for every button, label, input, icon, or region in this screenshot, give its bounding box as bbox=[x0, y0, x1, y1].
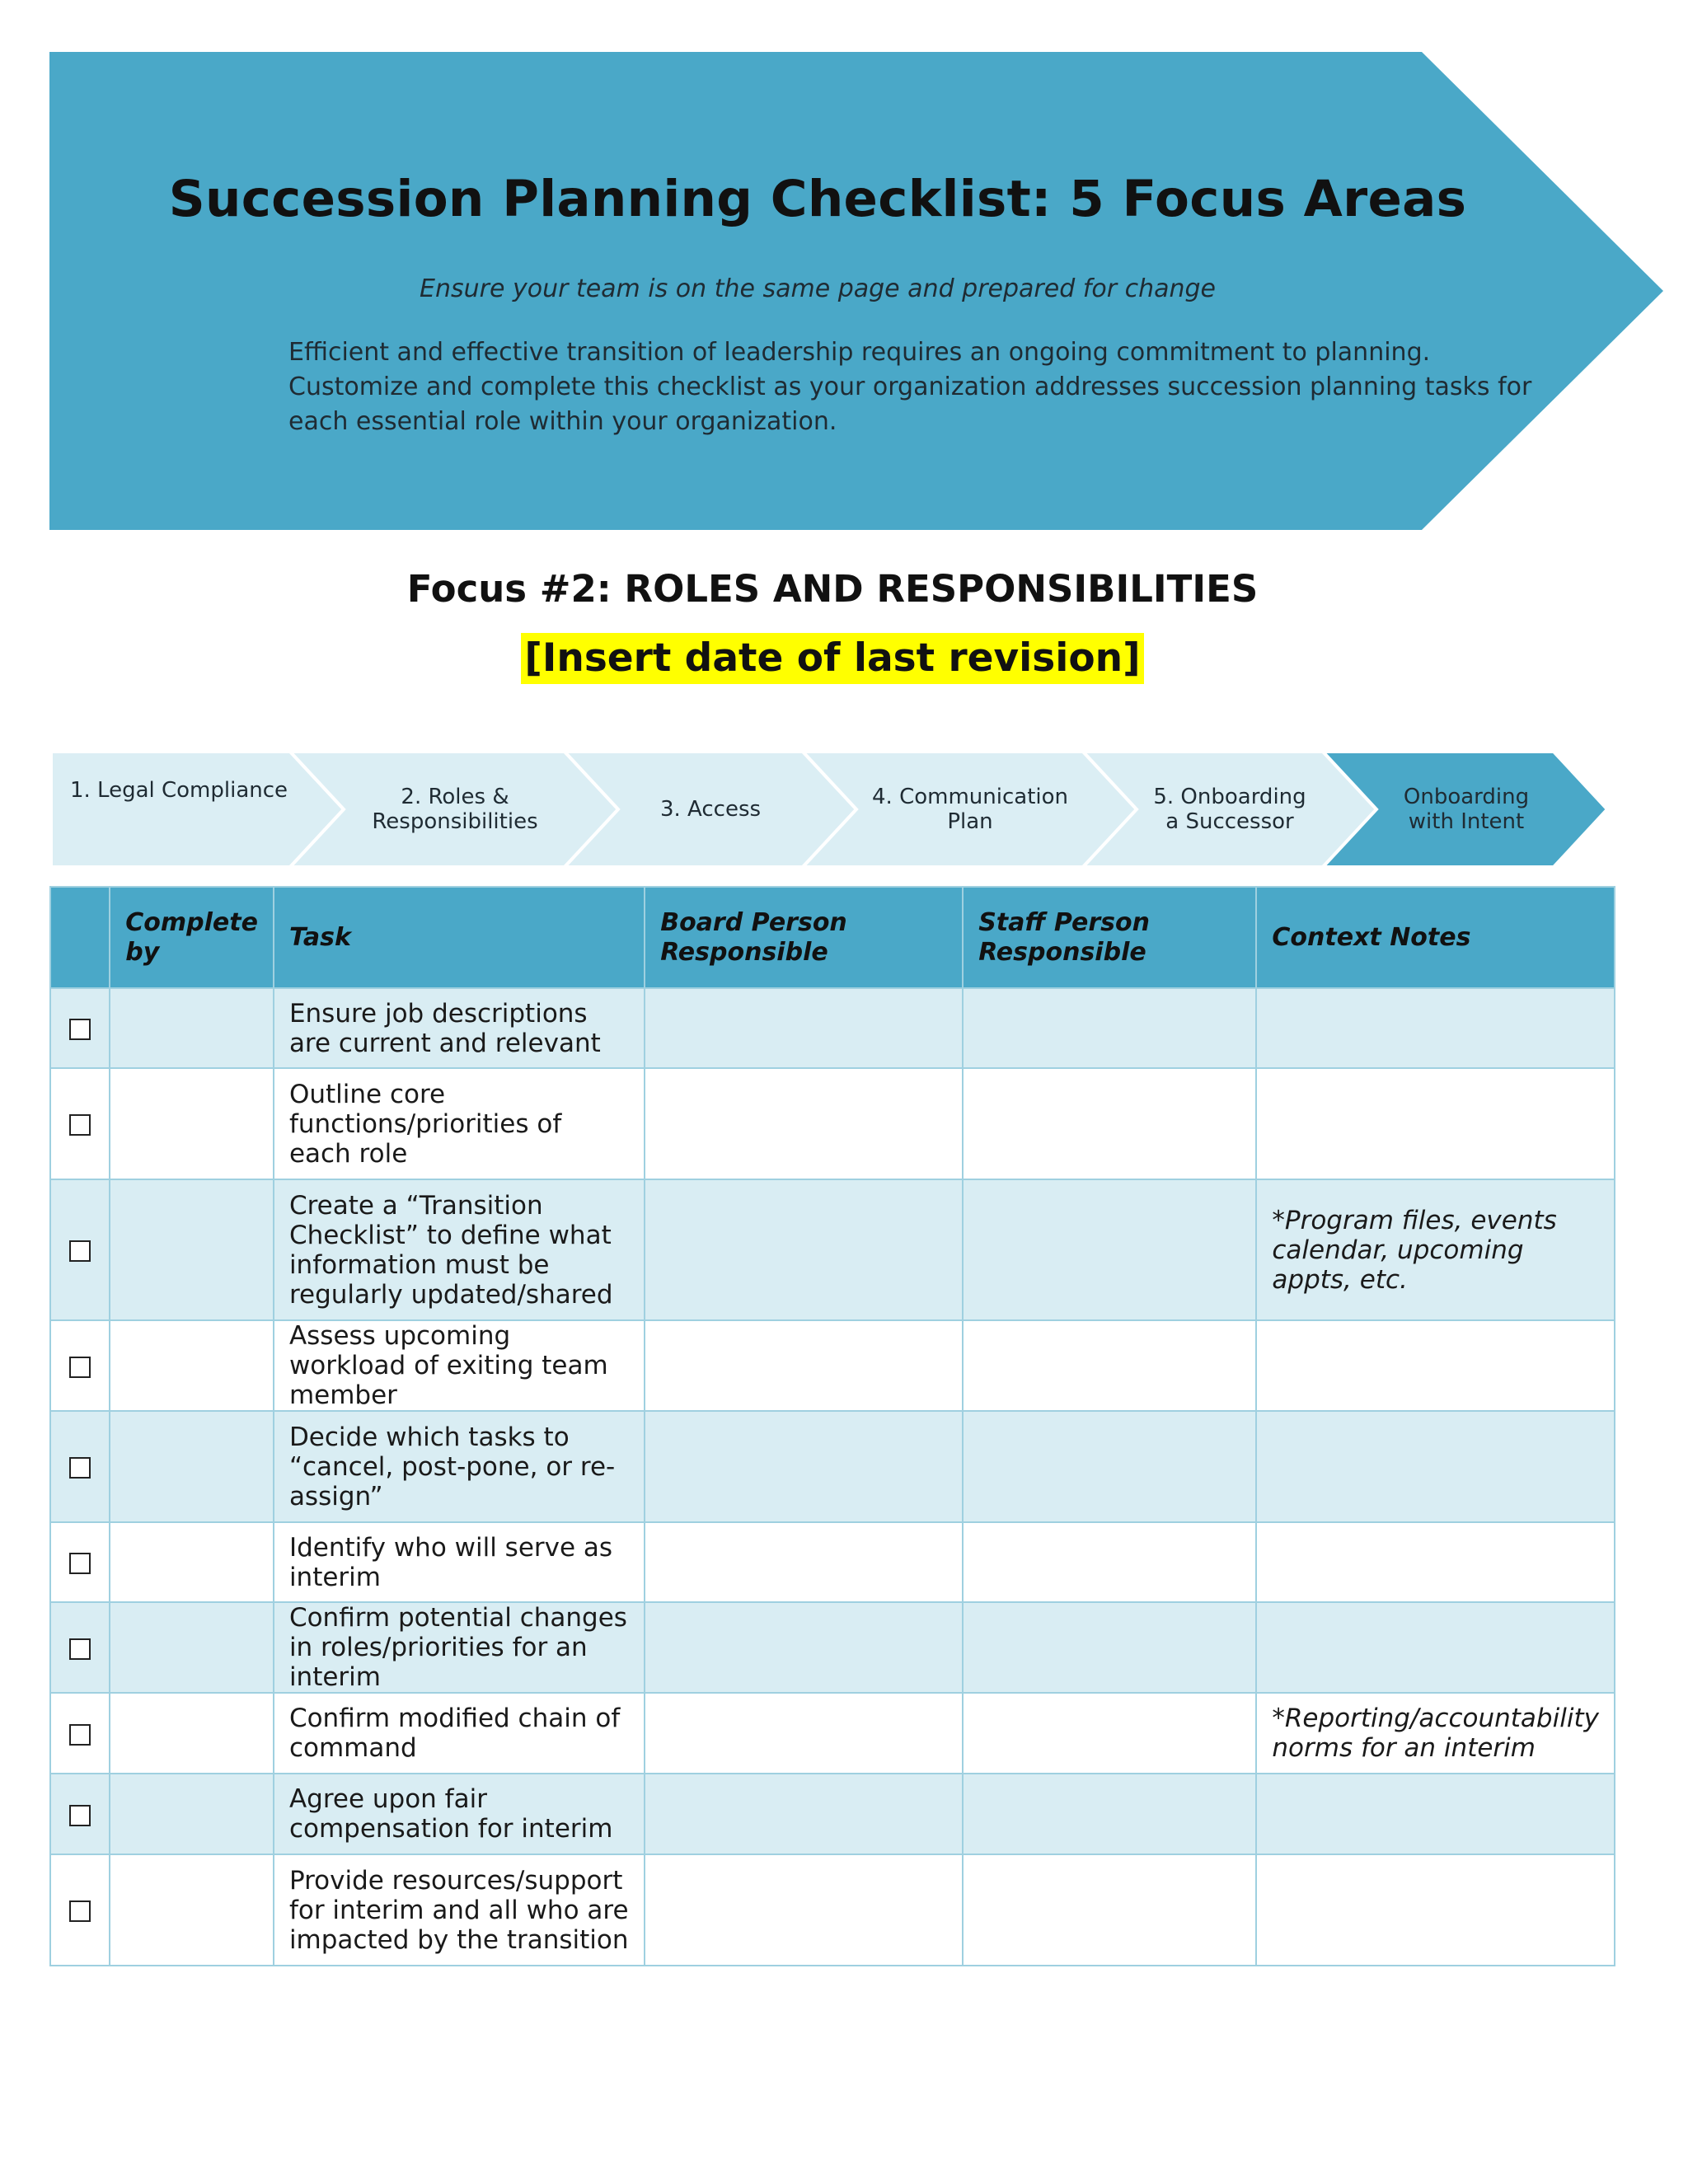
revision-date-wrapper bbox=[0, 633, 1665, 684]
header-banner bbox=[49, 52, 1663, 530]
step-1-label: 1. Legal Compliance bbox=[69, 778, 288, 803]
task-checkbox[interactable] bbox=[69, 1457, 91, 1479]
context-notes-cell[interactable] bbox=[1256, 1320, 1615, 1411]
board-person-cell[interactable] bbox=[645, 1854, 963, 1966]
task-cell: Identify who will serve as interim bbox=[274, 1522, 645, 1602]
complete-by-cell[interactable] bbox=[110, 1411, 274, 1522]
task-cell: Confirm modified chain of command bbox=[274, 1693, 645, 1774]
page-subtitle: Ensure your team is on the same page and prepared for change bbox=[420, 274, 1216, 303]
context-notes-cell[interactable] bbox=[1256, 1411, 1615, 1522]
table-row bbox=[50, 1522, 1615, 1602]
complete-by-cell[interactable] bbox=[110, 1522, 274, 1602]
header-context-notes: Context Notes bbox=[1256, 887, 1615, 988]
task-cell: Ensure job descriptions are current and relevant bbox=[274, 988, 645, 1068]
task-cell: Provide resources/support for interim and all who are impacted by the transition bbox=[274, 1854, 645, 1966]
table-row bbox=[50, 1320, 1615, 1411]
staff-person-cell[interactable] bbox=[963, 1320, 1256, 1411]
context-notes-cell[interactable] bbox=[1256, 988, 1615, 1068]
board-person-cell[interactable] bbox=[645, 1693, 963, 1774]
task-checkbox[interactable] bbox=[69, 1724, 91, 1746]
page-title: Succession Planning Checklist: 5 Focus Areas bbox=[168, 170, 1467, 228]
context-notes-cell[interactable]: *Program files, events calendar, upcoming appts, etc. bbox=[1256, 1179, 1615, 1320]
step-6-label: Onboarding with Intent bbox=[1403, 785, 1530, 834]
complete-by-cell[interactable] bbox=[110, 1320, 274, 1411]
table-row bbox=[50, 1068, 1615, 1179]
task-checkbox[interactable] bbox=[69, 1553, 91, 1574]
table-row bbox=[50, 988, 1615, 1068]
table-row bbox=[50, 1854, 1615, 1966]
complete-by-cell[interactable] bbox=[110, 1854, 274, 1966]
staff-person-cell[interactable] bbox=[963, 1774, 1256, 1854]
task-cell: Assess upcoming workload of exiting team member bbox=[274, 1320, 645, 1411]
task-cell: Outline core functions/priorities of each role bbox=[274, 1068, 645, 1179]
board-person-cell[interactable] bbox=[645, 1411, 963, 1522]
revision-date-placeholder[interactable]: [Insert date of last revision] bbox=[521, 633, 1143, 684]
staff-person-cell[interactable] bbox=[963, 1068, 1256, 1179]
step-2-label: 2. Roles & Responsibilities bbox=[372, 785, 538, 834]
step-5-label: 5. Onboarding a Successor bbox=[1153, 785, 1306, 834]
header-complete-by: Complete by bbox=[110, 887, 274, 988]
checklist-table bbox=[49, 886, 1615, 1966]
complete-by-cell[interactable] bbox=[110, 1602, 274, 1693]
staff-person-cell[interactable] bbox=[963, 1179, 1256, 1320]
complete-by-cell[interactable] bbox=[110, 1693, 274, 1774]
table-row bbox=[50, 1411, 1615, 1522]
board-person-cell[interactable] bbox=[645, 1320, 963, 1411]
header-board-person: Board Person Responsible bbox=[645, 887, 963, 988]
header-checkbox-column bbox=[50, 887, 110, 988]
task-checkbox[interactable] bbox=[69, 1240, 91, 1262]
staff-person-cell[interactable] bbox=[963, 1693, 1256, 1774]
context-notes-cell[interactable] bbox=[1256, 1602, 1615, 1693]
header-task: Task bbox=[274, 887, 645, 988]
staff-person-cell[interactable] bbox=[963, 988, 1256, 1068]
task-cell: Agree upon fair compensation for interim bbox=[274, 1774, 645, 1854]
table-row bbox=[50, 1179, 1615, 1320]
intro-paragraph: Efficient and effective transition of leadership requires an ongoing commitment to planning. Customize and complete this checklist as your organization addresses succession planning tasks for each essential role within your organization. bbox=[288, 338, 1532, 436]
task-cell: Create a “Transition Checklist” to define what information must be regularly updated/shared bbox=[274, 1179, 645, 1320]
board-person-cell[interactable] bbox=[645, 1068, 963, 1179]
step-3-label: 3. Access bbox=[659, 797, 762, 822]
context-notes-cell[interactable]: *Reporting/accountability norms for an interim bbox=[1256, 1693, 1615, 1774]
complete-by-cell[interactable] bbox=[110, 1068, 274, 1179]
task-checkbox[interactable] bbox=[69, 1114, 91, 1136]
table-row bbox=[50, 1693, 1615, 1774]
context-notes-cell[interactable] bbox=[1256, 1854, 1615, 1966]
board-person-cell[interactable] bbox=[645, 1774, 963, 1854]
staff-person-cell[interactable] bbox=[963, 1522, 1256, 1602]
task-cell: Confirm potential changes in roles/priorities for an interim bbox=[274, 1602, 645, 1693]
context-notes-cell[interactable] bbox=[1256, 1774, 1615, 1854]
board-person-cell[interactable] bbox=[645, 988, 963, 1068]
header-staff-person: Staff Person Responsible bbox=[963, 887, 1256, 988]
staff-person-cell[interactable] bbox=[963, 1854, 1256, 1966]
task-checkbox[interactable] bbox=[69, 1019, 91, 1040]
task-checkbox[interactable] bbox=[69, 1805, 91, 1826]
board-person-cell[interactable] bbox=[645, 1179, 963, 1320]
staff-person-cell[interactable] bbox=[963, 1602, 1256, 1693]
step-4-label: 4. Communication Plan bbox=[872, 785, 1068, 834]
task-checkbox[interactable] bbox=[69, 1900, 91, 1922]
staff-person-cell[interactable] bbox=[963, 1411, 1256, 1522]
complete-by-cell[interactable] bbox=[110, 1774, 274, 1854]
complete-by-cell[interactable] bbox=[110, 988, 274, 1068]
context-notes-cell[interactable] bbox=[1256, 1068, 1615, 1179]
context-notes-cell[interactable] bbox=[1256, 1522, 1615, 1602]
table-row bbox=[50, 1602, 1615, 1693]
task-cell: Decide which tasks to “cancel, post-pone, or re-assign” bbox=[274, 1411, 645, 1522]
task-checkbox[interactable] bbox=[69, 1638, 91, 1660]
board-person-cell[interactable] bbox=[645, 1522, 963, 1602]
complete-by-cell[interactable] bbox=[110, 1179, 274, 1320]
table-header-row bbox=[50, 887, 1615, 988]
task-checkbox[interactable] bbox=[69, 1357, 91, 1378]
process-steps bbox=[51, 752, 1609, 867]
board-person-cell[interactable] bbox=[645, 1602, 963, 1693]
focus-title: Focus #2: ROLES AND RESPONSIBILITIES bbox=[406, 567, 1259, 611]
table-row bbox=[50, 1774, 1615, 1854]
